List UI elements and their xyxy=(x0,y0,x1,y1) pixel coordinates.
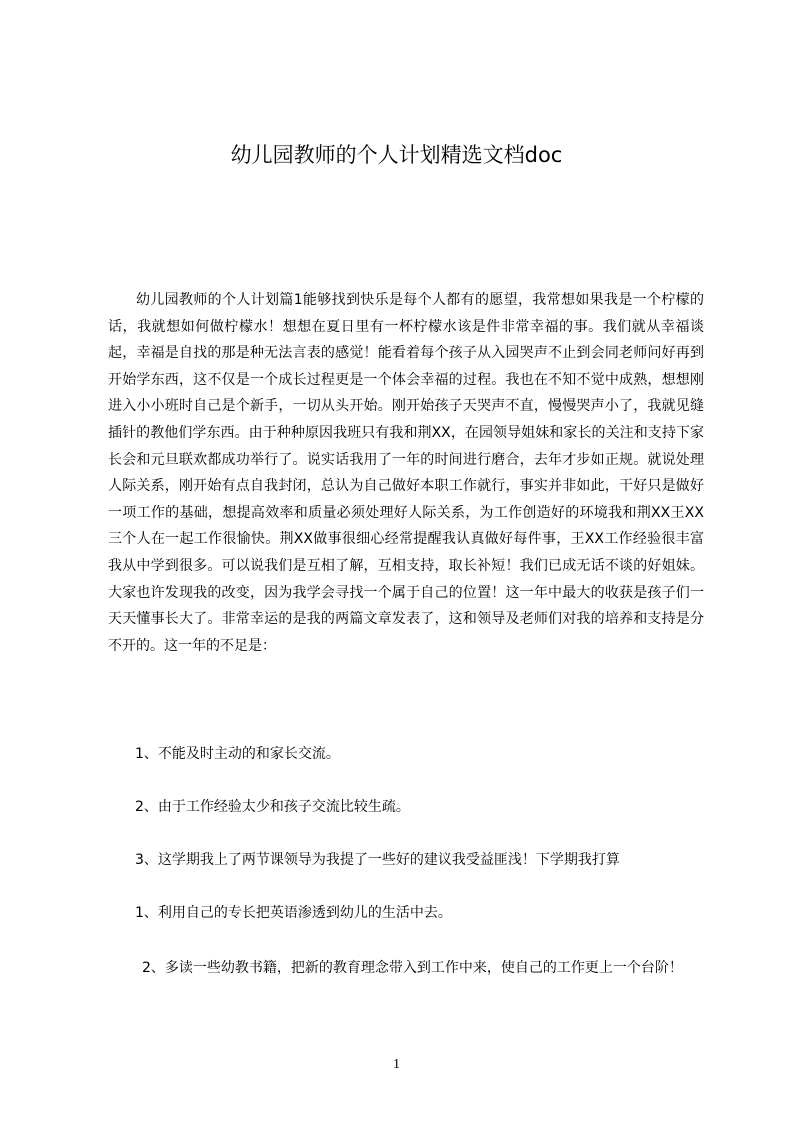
list-item: 1、利用自己的专长把英语渗透到幼儿的生活中去。 xyxy=(135,905,452,921)
list-item: 3、这学期我上了两节课领导为我提了一些好的建议我受益匪浅！下学期我打算 xyxy=(135,852,620,868)
page-number: 1 xyxy=(393,1057,400,1072)
list-item: 2、多读一些幼教书籍，把新的教育理念带入到工作中来，使自己的工作更上一个台阶！ xyxy=(142,960,683,976)
list-item: 1、不能及时主动的和家长交流。 xyxy=(135,746,340,762)
list-item: 2、由于工作经验太少和孩子交流比较生疏。 xyxy=(135,799,410,815)
main-paragraph: 幼儿园教师的个人计划篇1能够找到快乐是每个人都有的愿望，我常想如果我是一个柠檬的话，我就想如何做柠檬水！想想在夏日里有一杯柠檬水该是件非常幸福的事。我们就从幸福谈起，幸福是自找的那是种无法言表的感觉！能看着每个孩子从入园哭声不止到会同老师问好再到开始学东西，这不仅是一个成长过程更是一个体会幸福的过程。我也在不知不觉中成熟，想想刚进入小小班时自己是个新手，一切从头开始。刚开始孩子天哭声不直，慢慢哭声小了，我就见缝插针的教他们学东西。由于种种原因我班只有我和荆XX，在园领导姐妹和家长的关注和支持下家长会和元旦联欢都成功举行了。说实话我用了一年的时间进行磨合，去年才步如正规。就说处理人际关系，刚开始有点自我封闭，总认为自己做好本职工作就行，事实并非如此，干好只是做好一项工作的基础，想提高效率和质量必须处理好人际关系，为工作创造好的环境我和荆XX王XX三个人在一起工作很愉快。荆XX做事很细心经常提醒我认真做好每件事，王XX工作经验很丰富我从中学到很多。可以说我们是互相了解，互相支持，取长补短！我们已成无话不谈的好姐妹。大家也许发现我的改变，因为我学会寻找一个属于自己的位置！这一年中最大的收获是孩子们一天天懂事长大了。非常幸运的是我的两篇文章发表了，这和领导及老师们对我的培养和支持是分不开的。这一年的不足是： xyxy=(108,292,704,654)
document-title: 幼儿园教师的个人计划精选文档doc xyxy=(230,143,563,167)
